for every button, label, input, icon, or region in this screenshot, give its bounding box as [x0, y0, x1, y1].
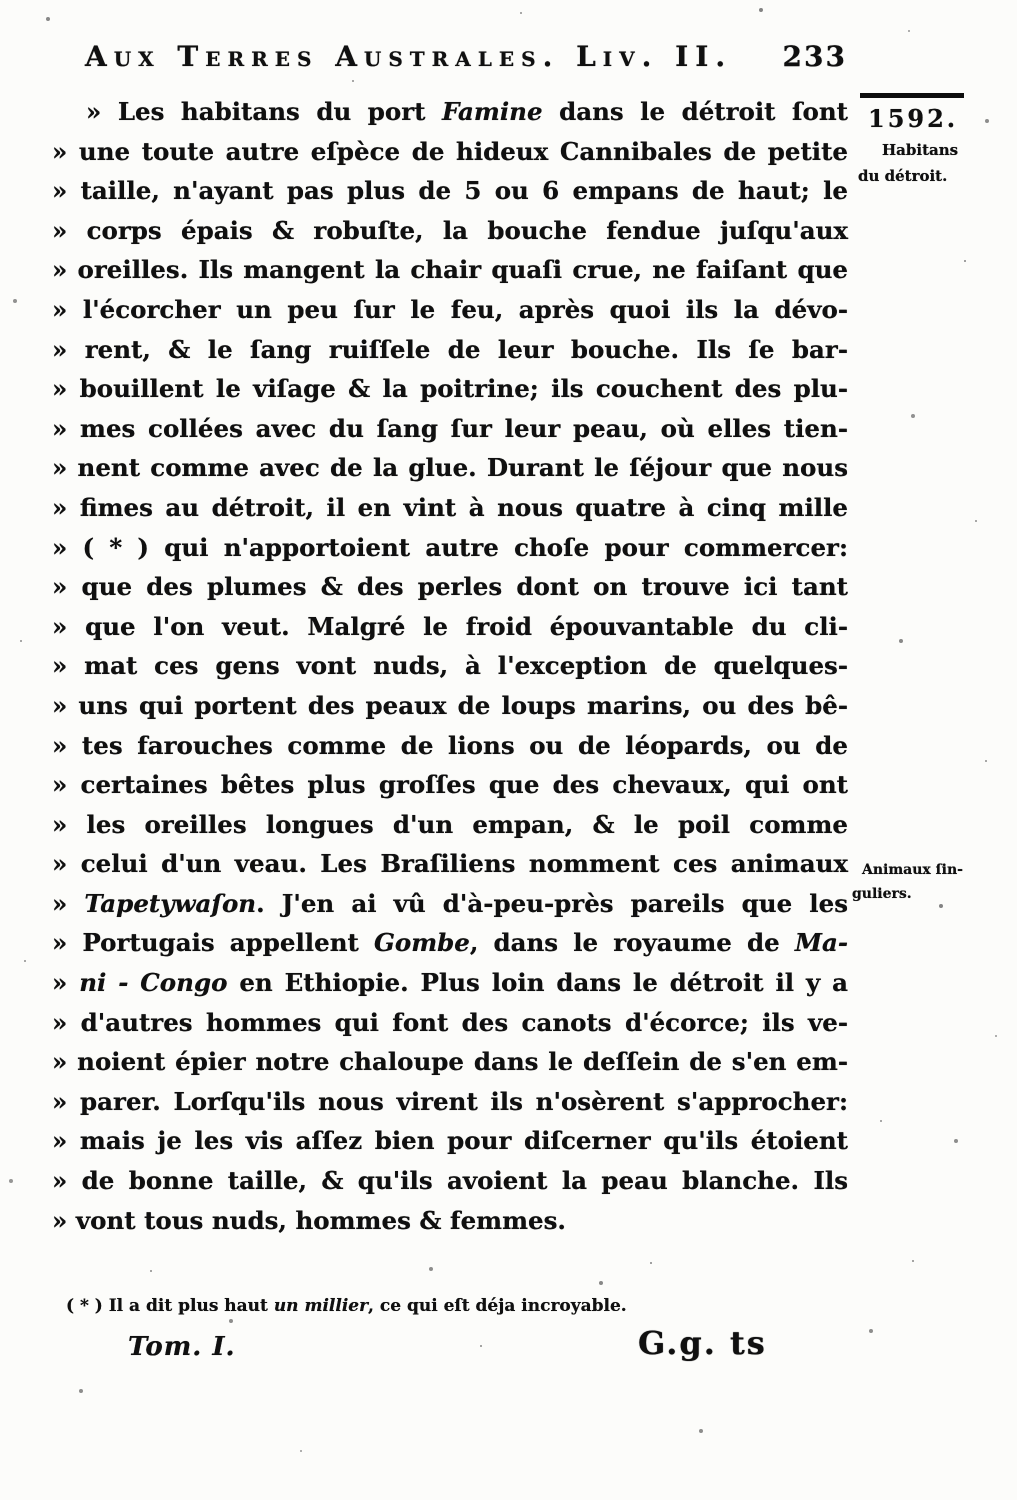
text-segment: » tes farouches comme de lions ou de léopards, ou de: [52, 730, 848, 760]
body-line: [52, 923, 848, 963]
body-line: [52, 1121, 848, 1161]
margin-note-date: [856, 104, 996, 189]
text-segment: » une toute autre eſpèce de hideux Cannibales de petite: [52, 136, 848, 166]
body-line: [52, 805, 848, 845]
body-line: [52, 844, 848, 884]
text-segment: » ( * ) qui n'apportoient autre choſe pour commercer:: [52, 532, 848, 562]
text-segment: »: [52, 968, 80, 998]
body-line: [52, 528, 848, 568]
signature-mark: G.g. ts: [638, 1324, 767, 1362]
text-segment: . J'en ai vû d'à-peu-près pareils que les: [256, 888, 848, 918]
body-line: [52, 765, 848, 805]
text-segment: » les oreilles longues d'un empan, & le poil comme: [52, 809, 848, 839]
text-segment: » parer. Lorſqu'ils nous virent ils n'osèrent s'approcher:: [52, 1086, 848, 1116]
body-line: [52, 1201, 848, 1241]
text-segment: dans le détroit ſont: [542, 97, 848, 126]
text-segment: » mes collées avec du ſang ſur leur peau, où elles tien-: [52, 413, 848, 443]
body-line: [52, 1161, 848, 1201]
body-line: [52, 92, 848, 132]
body-line: [52, 686, 848, 726]
body-line: [52, 211, 848, 251]
text-segment: » Portugais appellent: [52, 928, 374, 958]
text-segment: » certaines bêtes plus groſſes que des chevaux, qui ont: [52, 770, 848, 800]
text-segment: » Les habitans du port: [86, 97, 442, 126]
text-segment: » que des plumes & des perles dont on trouve ici tant: [52, 572, 848, 602]
body-line: [52, 409, 848, 449]
text-segment: » rent, & le ſang ruiſſele de leur bouche. Ils ſe bar-: [52, 334, 848, 364]
body-line: [52, 726, 848, 766]
scan-noise: [0, 0, 2, 2]
text-segment: » mat ces gens vont nuds, à l'exception de quelques-: [52, 651, 848, 681]
running-title: Aux Terres Australes. Liv. II.: [85, 40, 733, 73]
volume-label: Tom. I.: [128, 1332, 236, 1362]
body-line: [52, 132, 848, 172]
body-text: [52, 92, 848, 1240]
text-segment: » que l'on veut. Malgré le froid épouvantable du cli-: [52, 611, 848, 641]
text-segment: » celui d'un veau. Les Braſiliens nomment ces animaux: [52, 849, 848, 879]
margin-note-year: 1592.: [868, 104, 959, 133]
text-segment: ( * ) Il a dit plus haut: [66, 1296, 274, 1316]
margin-note-animaux: [852, 858, 1012, 906]
footnote: [66, 1296, 746, 1316]
text-segment: Gombe: [373, 928, 470, 958]
text-segment: » corps épais & robuſte, la bouche fendue juſqu'aux: [52, 215, 848, 245]
body-line: [52, 963, 848, 1003]
body-line: [52, 646, 848, 686]
text-segment: Famine: [442, 97, 543, 126]
text-segment: » uns qui portent des peaux de loups marins, ou des bê-: [52, 690, 848, 720]
margin-note-habitans-line2: du détroit.: [858, 167, 948, 185]
text-segment: , ce qui eſt déja incroyable.: [368, 1296, 627, 1316]
body-line: [52, 290, 848, 330]
text-segment: Tapetywaſon: [84, 888, 257, 918]
text-segment: » oreilles. Ils mangent la chair quaſi crue, ne faiſant que: [52, 255, 848, 285]
text-segment: ni - Congo: [79, 968, 228, 998]
margin-note-habitans-line1: Habitans: [882, 141, 959, 159]
body-line: [52, 1042, 848, 1082]
text-segment: un millier: [273, 1296, 369, 1316]
body-line: [52, 1003, 848, 1043]
text-segment: » d'autres hommes qui font des canots d'écorce; ils ve-: [52, 1007, 848, 1037]
margin-rule: [860, 93, 964, 98]
body-line: [52, 171, 848, 211]
margin-note-animaux-line2: guliers.: [852, 886, 912, 902]
margin-note-animaux-line1: Animaux ſin-: [862, 862, 963, 878]
text-segment: » noient épier notre chaloupe dans le deſſein de s'en em-: [52, 1047, 848, 1077]
text-segment: » fimes au détroit, il en vint à nous quatre à cinq mille: [52, 492, 848, 522]
body-line: [52, 1082, 848, 1122]
text-segment: » bouillent le viſage & la poitrine; ils couchent des plu-: [52, 374, 848, 404]
text-segment: » l'écorcher un peu ſur le feu, après quoi ils la dévo-: [52, 294, 848, 324]
text-segment: » mais je les vis aſſez bien pour diſcerner qu'ils étoient: [52, 1126, 848, 1156]
body-line: [52, 567, 848, 607]
text-segment: , dans le royaume de: [469, 928, 795, 958]
body-line: [52, 488, 848, 528]
body-line: [52, 884, 848, 924]
body-line: [52, 607, 848, 647]
text-segment: en Ethiopie. Plus loin dans le détroit il y a: [227, 968, 848, 998]
text-segment: » taille, n'ayant pas plus de 5 ou 6 empans de haut; le: [52, 176, 848, 206]
text-segment: » de bonne taille, & qu'ils avoient la peau blanche. Ils: [52, 1166, 848, 1196]
body-line: [52, 330, 848, 370]
page-header: [85, 40, 847, 73]
text-segment: »: [52, 888, 85, 918]
body-line: [52, 250, 848, 290]
body-line: [52, 448, 848, 488]
body-line: [52, 369, 848, 409]
text-segment: Ma-: [794, 928, 848, 958]
text-segment: » vont tous nuds, hommes & femmes.: [52, 1205, 566, 1235]
page-number: 233: [782, 40, 847, 73]
text-segment: » nent comme avec de la glue. Durant le ſéjour que nous: [52, 453, 848, 483]
